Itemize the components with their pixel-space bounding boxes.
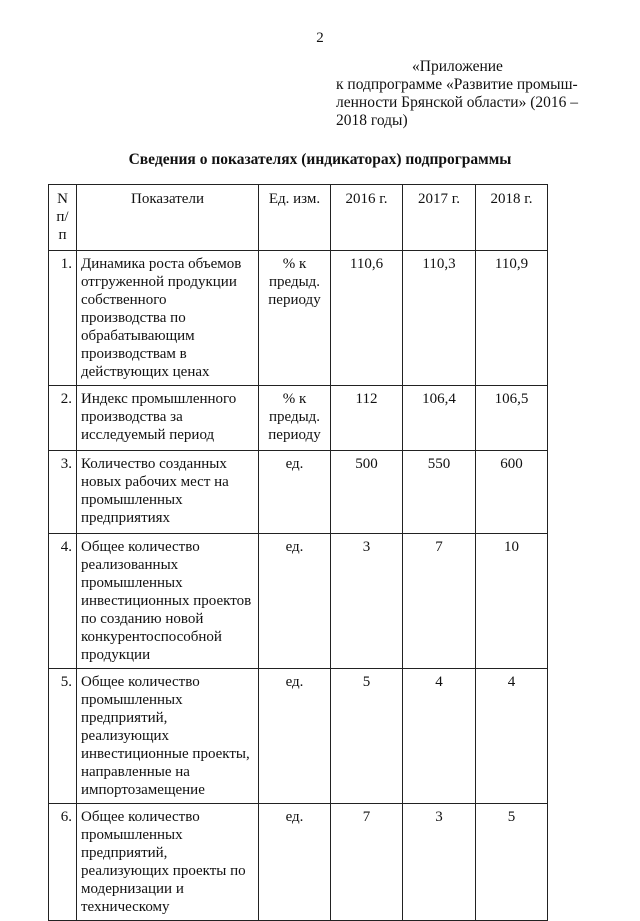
row-number: 3.	[49, 451, 77, 534]
header-year-2018: 2018 г.	[476, 185, 548, 251]
value-2016: 3	[331, 534, 403, 669]
indicator-unit: % к предыд. периоду	[259, 251, 331, 386]
indicator-unit: ед.	[259, 669, 331, 804]
indicators-table	[48, 184, 548, 921]
table-row	[49, 534, 548, 669]
indicator-name: Общее количество промышленных предприятий, реализующих проекты по модернизации и техническому	[77, 804, 259, 921]
table-header-row	[49, 185, 548, 251]
indicator-name: Динамика роста объемов отгруженной продукции собственного производства по обрабатывающим производствам в действующих ценах	[77, 251, 259, 386]
page-number: 2	[316, 30, 324, 46]
value-2018: 106,5	[476, 386, 548, 451]
appendix-line-3: ленности Брянской области» (2016 –	[336, 94, 579, 111]
value-2017: 7	[403, 534, 476, 669]
table-row	[49, 451, 548, 534]
appendix-line-1: «Приложение	[412, 58, 503, 75]
indicator-name: Общее количество промышленных предприятий, реализующих инвестиционные проекты, направленные на импортозамещение	[77, 669, 259, 804]
row-number: 4.	[49, 534, 77, 669]
value-2017: 550	[403, 451, 476, 534]
value-2017: 106,4	[403, 386, 476, 451]
indicator-name: Индекс промышленного производства за исследуемый период	[77, 386, 259, 451]
value-2018: 4	[476, 669, 548, 804]
value-2016: 110,6	[331, 251, 403, 386]
value-2018: 110,9	[476, 251, 548, 386]
value-2018: 5	[476, 804, 548, 921]
indicator-unit: ед.	[259, 451, 331, 534]
row-number: 6.	[49, 804, 77, 921]
header-indicator: Показатели	[77, 185, 259, 251]
value-2016: 7	[331, 804, 403, 921]
value-2017: 110,3	[403, 251, 476, 386]
header-number-line-2: п/п	[56, 209, 69, 243]
value-2018: 600	[476, 451, 548, 534]
appendix-note	[336, 58, 596, 130]
header-year-2016: 2016 г.	[331, 185, 403, 251]
document-title: Сведения о показателях (индикаторах) подпрограммы	[128, 151, 512, 168]
indicator-name: Количество созданных новых рабочих мест на промышленных предприятиях	[77, 451, 259, 534]
appendix-line-4: 2018 годы)	[336, 112, 408, 129]
value-2017: 4	[403, 669, 476, 804]
table-row	[49, 804, 548, 921]
indicator-unit: ед.	[259, 534, 331, 669]
row-number: 1.	[49, 251, 77, 386]
header-unit: Ед. изм.	[259, 185, 331, 251]
header-number-line-1: N	[57, 191, 68, 207]
row-number: 5.	[49, 669, 77, 804]
value-2016: 500	[331, 451, 403, 534]
value-2016: 5	[331, 669, 403, 804]
appendix-line-2: к подпрограмме «Развитие промыш-	[336, 76, 578, 93]
row-number: 2.	[49, 386, 77, 451]
table-row	[49, 669, 548, 804]
indicator-name: Общее количество реализованных промышленных инвестиционных проектов по созданию новой конкурентоспособной продукции	[77, 534, 259, 669]
table-row	[49, 386, 548, 451]
header-number	[49, 185, 77, 251]
value-2018: 10	[476, 534, 548, 669]
value-2016: 112	[331, 386, 403, 451]
indicator-unit: % к предыд. периоду	[259, 386, 331, 451]
value-2017: 3	[403, 804, 476, 921]
header-year-2017: 2017 г.	[403, 185, 476, 251]
table-row	[49, 251, 548, 386]
indicator-unit: ед.	[259, 804, 331, 921]
